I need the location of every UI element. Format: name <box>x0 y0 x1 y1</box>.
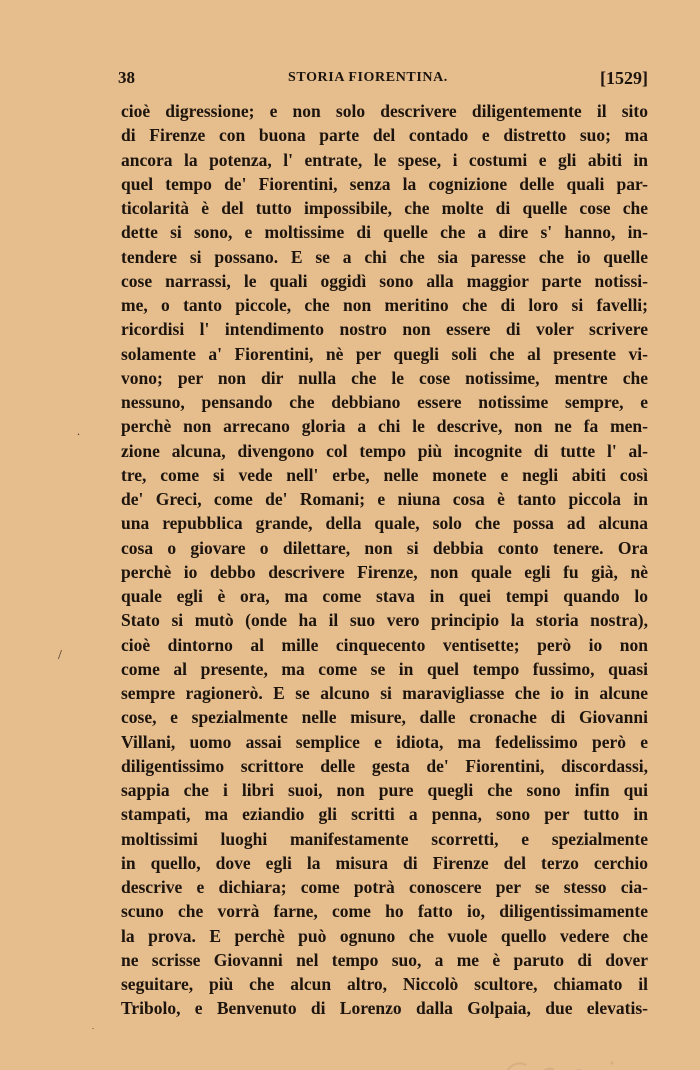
text-line: scuno che vorrà farne, come ho fatto io, diligentissimamente <box>121 901 648 922</box>
text-line: vono; per non dir nulla che le cose notissime, mentre che <box>121 367 648 388</box>
text-line: Stato si mutò (onde ha il suo vero principio la storia nostra), <box>121 610 648 631</box>
text-line: cose narrassi, le quali oggidì sono alla maggior parte notissi- <box>121 270 648 291</box>
body-text <box>121 99 648 1021</box>
text-line: tre, come si vede nell' erbe, nelle monete e negli abiti così <box>121 464 648 485</box>
text-line: de' Greci, come de' Romani; e niuna cosa è tanto piccola in <box>121 489 648 509</box>
text-line: sempre ragionerò. E se alcuno si maravigliasse che io in alcune <box>121 683 648 703</box>
margin-speck: / <box>58 648 62 663</box>
text-line: quale egli è ora, ma come stava in quei tempi quando lo <box>121 586 648 606</box>
text-line: dette si sono, e moltissime di quelle che a dire s' hanno, in- <box>121 222 648 243</box>
text-line: descrive e dichiara; come potrà conoscere per se stesso cia- <box>121 877 648 897</box>
text-line: cose, e spezialmente nelle misure, dalle cronache di Giovanni <box>121 707 648 728</box>
year-marker: [1529] <box>600 68 648 88</box>
text-line: diligentissimo scrittore delle gesta de' Fiorentini, discordassi, <box>121 755 648 776</box>
scan-watermark <box>502 1052 622 1070</box>
text-line: seguitare, più che alcun altro, Niccolò scultore, chiamato il <box>121 974 648 994</box>
text-line: quel tempo de' Fiorentini, senza la cognizione delle quali par- <box>121 173 648 194</box>
text-line: cioè digressione; e non solo descrivere diligentemente il sito <box>121 101 648 121</box>
text-line: perchè io debbo descrivere Firenze, non quale egli fu già, nè <box>121 561 648 582</box>
text-line: sappia che i libri suoi, non pure quegli che sono infin qui <box>121 780 648 800</box>
text-line: ancora la potenza, l' entrate, le spese, i costumi e gli abiti in <box>121 149 648 170</box>
text-line: la prova. E perchè può ognuno che vuole quello vedere che <box>121 925 648 946</box>
text-line: una repubblica grande, della quale, solo che possa ad alcuna <box>121 513 648 534</box>
text-line: moltissimi luoghi manifestamente scorretti, e spezialmente <box>121 828 648 849</box>
text-line: tendere si possano. E se a chi che sia paresse che io quelle <box>121 246 648 267</box>
text-line: ricordisi l' intendimento nostro non essere di voler scrivere <box>121 319 648 340</box>
text-line: in quello, dove egli la misura di Firenze del terzo cerchio <box>121 852 648 873</box>
text-line: stampati, ma eziandio gli scritti a penna, sono per tutto in <box>121 804 648 825</box>
running-title: STORIA FIORENTINA. <box>288 70 448 85</box>
text-line: zione alcuna, divengono col tempo più incognite di tutte l' al- <box>121 440 648 461</box>
watermark-graphic <box>502 1057 622 1070</box>
text-line: ne scrisse Giovanni nel tempo suo, a me è paruto di dover <box>121 949 648 970</box>
page-header <box>116 68 648 92</box>
margin-speck: . <box>92 1022 94 1031</box>
text-line: solamente a' Fiorentini, nè per quegli soli che al presente vi- <box>121 343 648 364</box>
text-line: Tribolo, e Benvenuto di Lorenzo dalla Golpaia, due elevatis- <box>121 998 648 1019</box>
text-line: Villani, uomo assai semplice e idiota, ma fedelissimo però e <box>121 731 648 752</box>
margin-speck: . <box>77 424 80 438</box>
text-line: di Firenze con buona parte del contado e distretto suo; ma <box>121 125 648 146</box>
text-line: perchè non arrecano gloria a chi le descrive, non ne fa men- <box>121 416 648 437</box>
text-line: ticolarità è del tutto impossibile, che molte di quelle cose che <box>121 198 648 218</box>
text-line: come al presente, ma come se in quel tempo fussimo, quasi <box>121 658 648 679</box>
text-line: me, o tanto piccole, che non meritino che di loro si favelli; <box>121 295 648 315</box>
text-line: nessuno, pensando che debbiano essere notissime sempre, e <box>121 392 648 412</box>
text-line: cioè dintorno al mille cinquecento ventisette; però io non <box>121 634 648 655</box>
page-number: 38 <box>118 68 135 87</box>
text-line: cosa o giovare o dilettare, non si debbia conto tenere. Ora <box>121 537 648 558</box>
